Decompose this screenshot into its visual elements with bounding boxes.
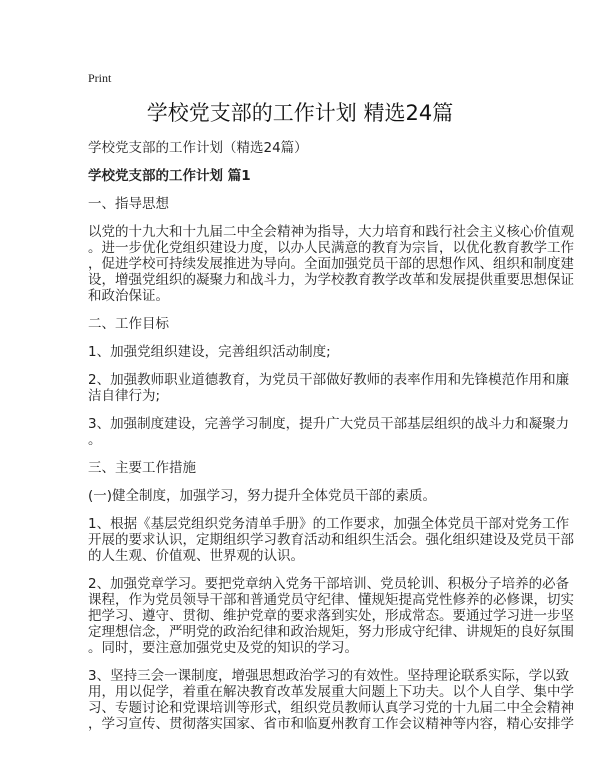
paragraph-line: 开展的要求认识，定期组织学习教育活动和组织生活会。强化组织建设及党员干部	[88, 532, 574, 548]
paragraph-line: 的人生观、价值观、世界观的认识。	[88, 548, 304, 564]
paragraph	[88, 316, 528, 332]
paragraph-line: 一、指导思想	[88, 196, 169, 212]
paragraph-line: ，学习宣传、贯彻落实国家、省市和临夏州教育工作会议精神等内容，精心安排学	[88, 716, 574, 732]
paragraph-line: 3、加强制度建设，完善学习制度，提升广大党员干部基层组织的战斗力和凝聚力	[88, 416, 570, 432]
document-page	[88, 70, 574, 744]
paragraph-line: 课程，作为党员领导干部和普通党员守纪律、懂规矩提高党性修养的必修课，切实	[88, 592, 574, 608]
paragraph-line: 习、专题讨论和党课培训等形式，组织党员教师认真学习党的十九届二中全会精神	[88, 700, 574, 716]
paragraph-line: 。	[88, 432, 102, 448]
document-title: 学校党支部的工作计划 精选24篇	[146, 101, 454, 125]
paragraph-line: 二、工作目标	[88, 316, 169, 332]
paragraph	[88, 488, 528, 504]
paragraph-line: 三、主要工作措施	[88, 460, 196, 476]
paragraph-line: 设，增强党组织的凝聚力和战斗力，为学校教育教学改革和发展提供重要思想保证	[88, 272, 574, 288]
paragraph	[88, 224, 574, 304]
paragraph	[88, 344, 528, 360]
paragraph-line: 2、加强党章学习。要把党章纳入党务干部培训、党员轮训、积极分子培养的必备	[88, 576, 570, 592]
document-body	[88, 196, 574, 732]
paragraph-line: 1、根据《基层党组织党务清单手册》的工作要求，加强全体党员干部对党务工作	[88, 516, 570, 532]
paragraph-line: 1、加强党组织建设，完善组织活动制度;	[88, 344, 331, 360]
paragraph-line: 洁自律行为;	[88, 388, 161, 404]
paragraph	[88, 576, 574, 656]
paragraph-line: 用，用以促学，着重在解决教育改革发展重大问题上下功夫。以个人自学、集中学	[88, 684, 574, 700]
subtitle: 学校党支部的工作计划（精选24篇）	[88, 140, 308, 156]
paragraph	[88, 372, 570, 404]
paragraph	[88, 416, 570, 448]
paragraph-line: 3、坚持三会一课制度，增强思想政治学习的有效性。坚持理论联系实际，学以致	[88, 668, 570, 684]
paragraph-line: 以党的十九大和十九届二中全会精神为指导，大力培育和践行社会主义核心价值观	[88, 224, 574, 240]
paragraph	[88, 460, 528, 476]
paragraph-line: ，促进学校可持续发展推进为导向。全面加强党员干部的思想作风、组织和制度建	[88, 256, 574, 272]
print-label: Print	[88, 71, 112, 85]
section-heading: 学校党支部的工作计划 篇1	[88, 168, 251, 184]
paragraph	[88, 196, 528, 212]
paragraph-line: (一)健全制度，加强学习，努力提升全体党员干部的素质。	[88, 488, 437, 504]
paragraph-line: 定理想信念，严明党的政治纪律和政治规矩，努力形成守纪律、讲规矩的良好氛围	[88, 624, 574, 640]
paragraph-line: 。同时，要注意加强党史及党的知识的学习。	[88, 640, 358, 656]
paragraph	[88, 668, 574, 732]
paragraph-line: 2、加强教师职业道德教育，为党员干部做好教师的表率作用和先锋模范作用和廉	[88, 372, 570, 388]
paragraph-line: 和政治保证。	[88, 288, 169, 304]
paragraph	[88, 516, 574, 564]
paragraph-line: 。进一步优化党组织建设力度，以办人民满意的教育为宗旨，以优化教育教学工作	[88, 240, 574, 256]
paragraph-line: 把学习、遵守、贯彻、维护党章的要求落到实处，形成常态。要通过学习进一步坚	[88, 608, 574, 624]
